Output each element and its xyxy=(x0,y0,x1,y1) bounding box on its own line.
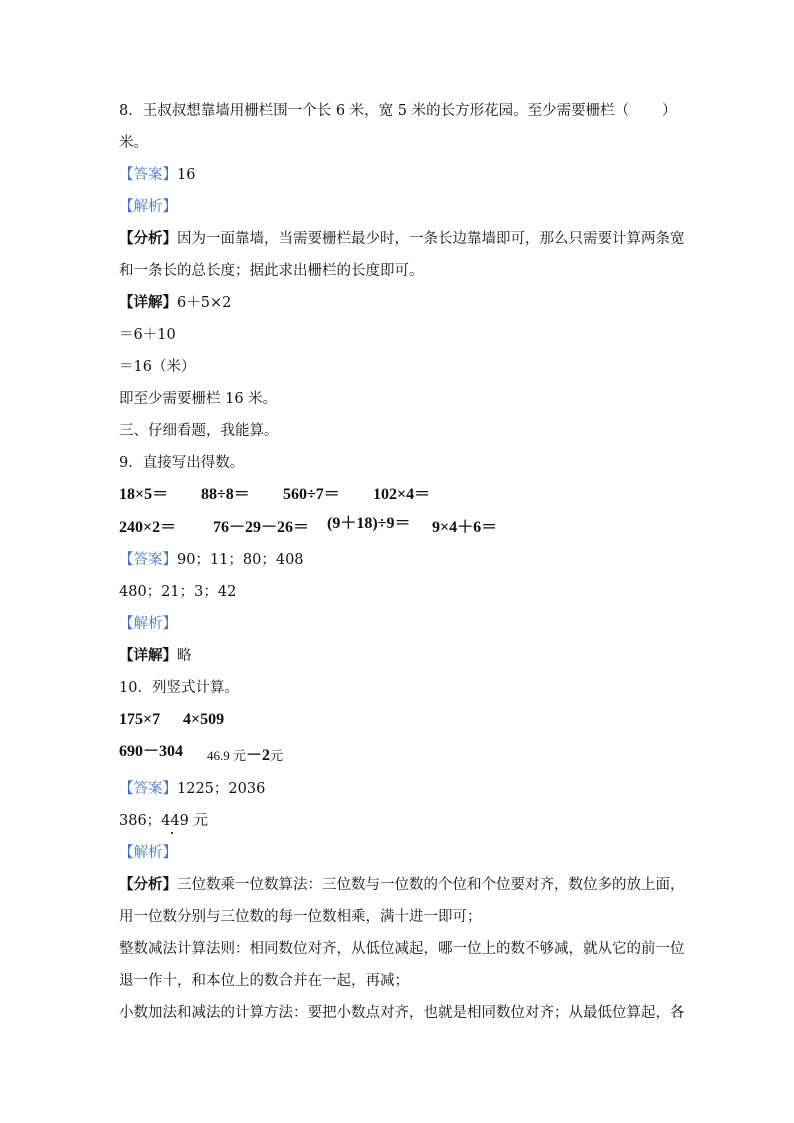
q9-expr-2: 88÷8＝ xyxy=(201,486,250,503)
section-three-title: 三、仔细看题，我能算。 xyxy=(119,423,279,439)
q9-answer-line1 xyxy=(119,550,304,570)
xiangjie-step1: 6＋5×2 xyxy=(177,295,232,311)
answer-tag: 【答案】 xyxy=(119,552,177,568)
answer-text: 90；11；80；408 xyxy=(177,552,304,568)
answer-text: 16 xyxy=(177,167,196,183)
q9-expr-4: 102×4＝ xyxy=(373,486,431,503)
q8-analysis-tag: 【解析】 xyxy=(119,199,177,215)
fenxi-text: 三位数乘一位数算法：三位数与一位数的个位和个位要对齐，数位多的放上面， xyxy=(177,877,685,893)
q8-paren-close: ） xyxy=(662,103,677,119)
xiangjie-tag: 【详解】 xyxy=(119,294,177,311)
answer-tag: 【答案】 xyxy=(119,781,177,797)
answer-tag: 【答案】 xyxy=(119,167,177,183)
q10-expr-1: 175×7 xyxy=(119,711,161,728)
q9-expr-3: 560÷7＝ xyxy=(283,486,340,503)
expr-unit: 元 xyxy=(270,748,284,763)
q8-fenxi-line2: 和一条长的总长度；据此求出栅栏的长度即可。 xyxy=(119,263,424,279)
expr-operator: －2 xyxy=(246,747,271,764)
q9-answer-line2: 480；21；3；42 xyxy=(119,584,237,600)
q8-answer xyxy=(119,165,195,185)
q8-step3: ＝16（米） xyxy=(119,359,196,375)
q10-analysis-tag: 【解析】 xyxy=(119,845,177,861)
q10-fenxi-line5: 小数加法和减法的计算方法：要把小数点对齐，也就是相同数位对齐；从最低位算起，各 xyxy=(119,1005,685,1021)
xiangjie-text: 略 xyxy=(177,648,192,664)
q9-expr-8: 9×4＋6＝ xyxy=(432,519,498,536)
q8-step2: ＝6＋10 xyxy=(119,327,176,343)
q10-answer-line1 xyxy=(119,779,265,799)
q9-xiangjie xyxy=(119,646,192,666)
q10-fenxi-line4: 退一作十，和本位上的数合并在一起，再减； xyxy=(119,973,409,989)
fenxi-tag: 【分析】 xyxy=(119,230,177,247)
q9-expr-6: 76－29－26＝ xyxy=(213,519,310,536)
q9-expr-7: (9＋18)÷9＝ xyxy=(327,515,411,532)
xiangjie-tag: 【详解】 xyxy=(119,647,177,664)
q10-fenxi-line2: 用一位数分别与三位数的每一位数相乘，满十进一即可； xyxy=(119,909,482,925)
q8-fenxi-line1 xyxy=(119,229,685,249)
answer-text: 1225；2036 xyxy=(177,781,266,797)
q8-xiangjie xyxy=(119,293,231,313)
decimal-dot-mark xyxy=(171,832,173,834)
q10-fenxi-line3: 整数减法计算法则：相同数位对齐，从低位减起，哪一位上的数不够减，就从它的前一位 xyxy=(119,941,685,957)
expr-number: 46.9 元 xyxy=(207,748,247,763)
q10-expr-3: 690－304 xyxy=(119,743,184,760)
q9-title: 9．直接写出得数。 xyxy=(119,455,245,471)
q10-expr-2: 4×509 xyxy=(183,711,225,728)
q8-question-line1: 8．王叔叔想靠墙用栅栏围一个长 6 米，宽 5 米的长方形花园。至少需要栅栏（ xyxy=(119,103,630,119)
fenxi-tag: 【分析】 xyxy=(119,876,177,893)
q10-title: 10．列竖式计算。 xyxy=(119,680,239,696)
q9-analysis-tag: 【解析】 xyxy=(119,616,177,632)
q10-fenxi-line1 xyxy=(119,875,685,895)
q9-expr-1: 18×5＝ xyxy=(119,486,169,503)
fenxi-text: 因为一面靠墙，当需要栅栏最少时，一条长边靠墙即可，那么只需要计算两条宽 xyxy=(177,231,685,247)
q8-question-line2: 米。 xyxy=(119,135,148,151)
q8-conclusion: 即至少需要栅栏 16 米。 xyxy=(119,391,278,407)
q10-answer-line2: 386；449 元 xyxy=(119,813,208,829)
q10-expr-4 xyxy=(207,746,283,766)
q9-expr-5: 240×2＝ xyxy=(119,519,177,536)
